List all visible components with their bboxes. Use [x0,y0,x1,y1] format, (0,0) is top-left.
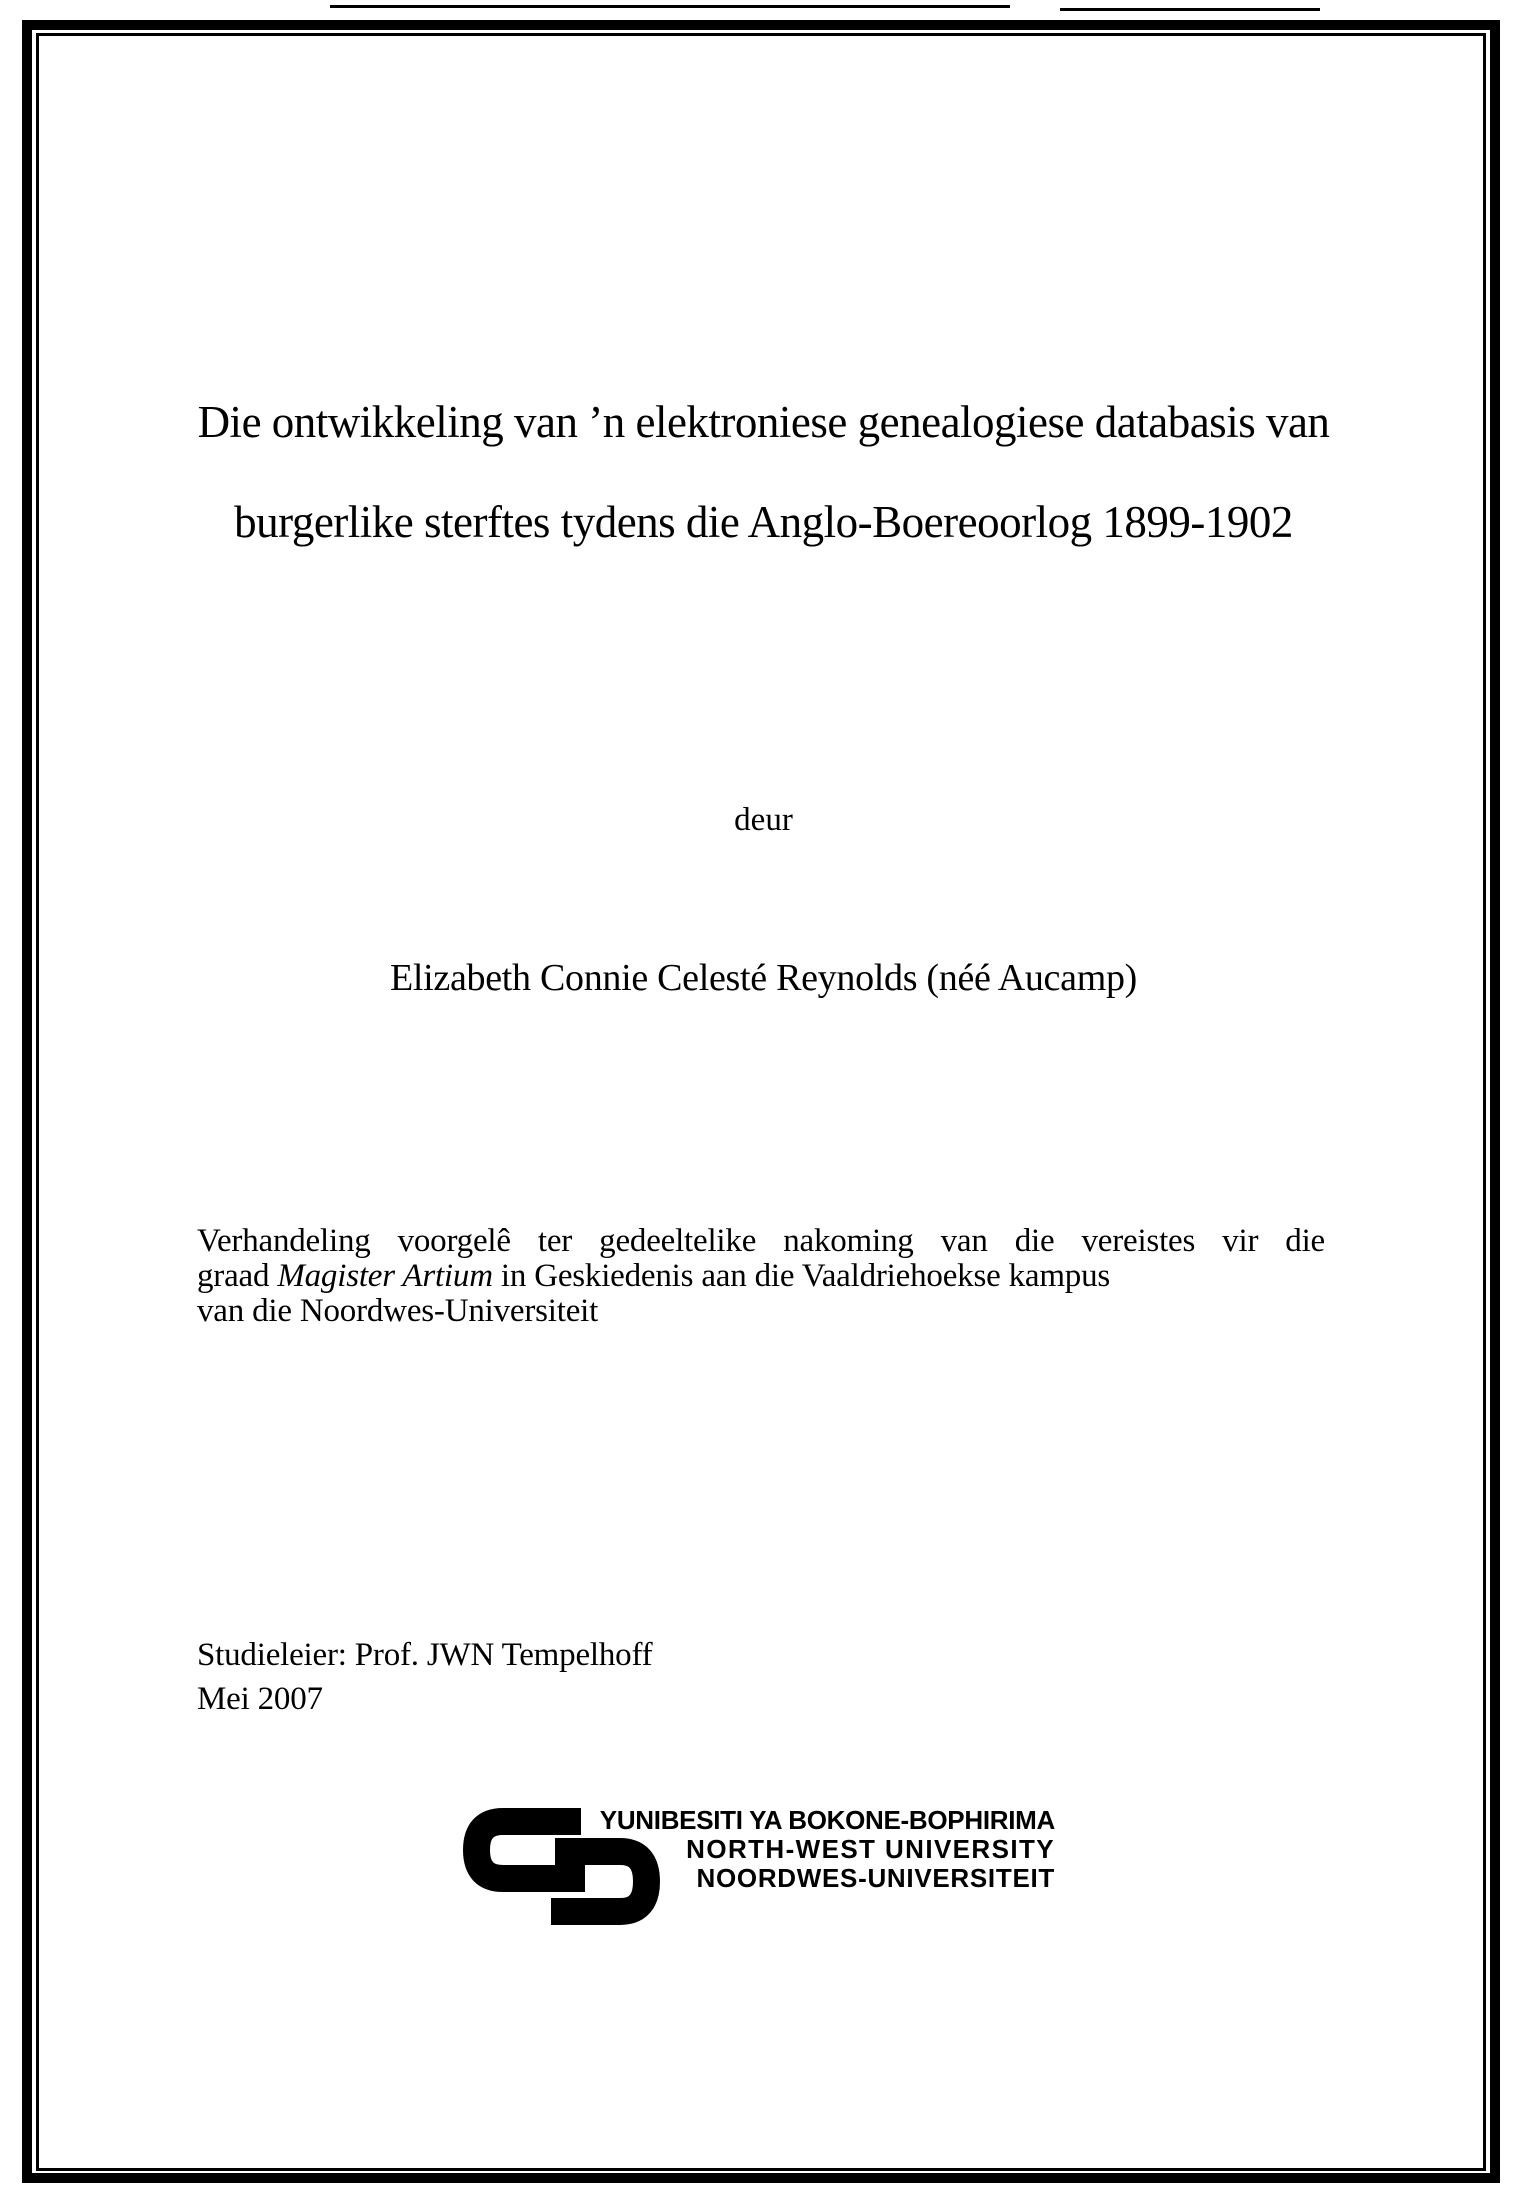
scan-edge-artifact [330,5,1010,8]
note-line-1: Verhandeling voorgelê ter gedeeltelike nakoming van die vereistes vir die [197,1223,1325,1259]
degree-name-italic: Magister Artium [277,1258,493,1294]
supervisor-line: Studieleier: Prof. JWN Tempelhoff [197,1637,653,1673]
logo-name-setswana: YUNIBESITI YA BOKONE-BOPHIRIMA [599,1805,1055,1835]
thesis-title [60,372,1467,572]
note-line-3: van die Noordwes-Universiteit [197,1293,599,1329]
logo-name-afrikaans: NOORDWES-UNIVERSITEIT [696,1863,1055,1893]
supervisor-block [197,1633,652,1721]
logo-name-english: NORTH-WEST UNIVERSITY [686,1834,1055,1864]
author-name: Elizabeth Connie Celesté Reynolds (néé Aucamp) [389,957,1138,999]
note-line-2-suffix: in Geskiedenis aan die Vaaldriehoekse kampus [492,1258,1111,1294]
note-line-2-prefix: graad [197,1258,278,1294]
byline: deur [734,802,793,838]
scan-edge-artifact [1060,8,1320,11]
university-logo-text [592,1806,1055,1893]
title-line-2: burgerlike sterftes tydens die Anglo-Boereoorlog 1899-1902 [234,497,1293,547]
title-line-1: Die ontwikkeling van ’n elektroniese genealogiese databasis van [197,397,1330,447]
date-line: Mei 2007 [197,1681,323,1717]
thesis-note [197,1224,1325,1329]
note-line-2 [197,1259,1325,1294]
